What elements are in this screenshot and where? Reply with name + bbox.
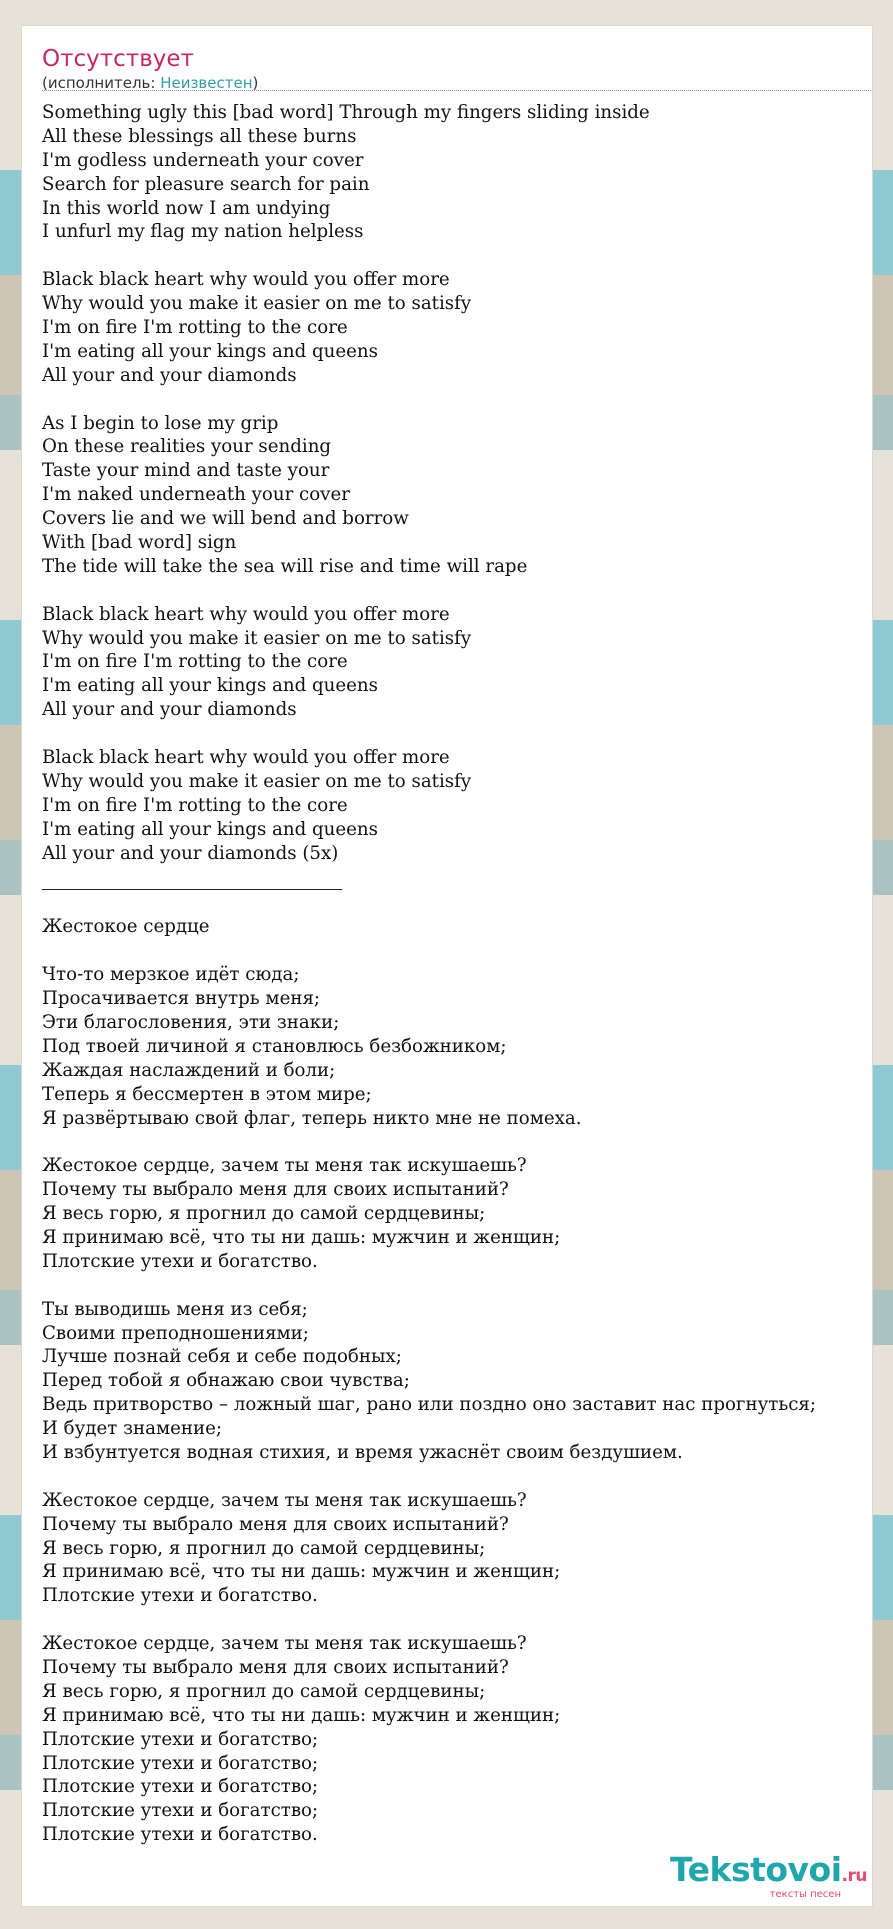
logo-tagline: тексты песен (769, 1889, 841, 1900)
lyric-line: Я принимаю всё, что ты ни дашь: мужчин и женщин; (42, 1226, 561, 1248)
lyric-line: Плотские утехи и богатство; (42, 1776, 319, 1798)
lyric-line: Жестокое сердце, зачем ты меня так искушаешь? (42, 1489, 527, 1511)
lyric-line: Плотские утехи и богатство; (42, 1752, 319, 1774)
lyric-line: Я весь горю, я прогнил до самой сердцевины; (42, 1680, 486, 1702)
artist-link[interactable]: Неизвестен (160, 74, 253, 92)
lyric-line: И будет знамение; (42, 1418, 223, 1440)
lyric-line: Жестокое сердце (42, 916, 210, 938)
lyric-line: I'm on fire I'm rotting to the core (42, 317, 348, 339)
artist-prefix: (исполнитель: (42, 74, 161, 92)
lyric-line: Плотские утехи и богатство; (42, 1728, 319, 1750)
lyric-line: Why would you make it easier on me to satisfy (42, 770, 472, 792)
title-divider (42, 90, 871, 91)
lyrics-card (21, 25, 873, 1907)
lyric-line: Why would you make it easier on me to satisfy (42, 627, 472, 649)
lyric-line: All these blessings all these burns (42, 125, 357, 147)
lyric-line: All your and your diamonds (42, 364, 297, 386)
lyric-line: Эти благословения, эти знаки; (42, 1011, 340, 1033)
lyric-line: I'm on fire I'm rotting to the core (42, 651, 348, 673)
lyric-line: Своими преподношениями; (42, 1322, 309, 1344)
lyric-line: Жестокое сердце, зачем ты меня так искушаешь? (42, 1633, 527, 1655)
lyric-line: Ведь притворство – ложный шаг, рано или поздно оно заставит нас прогнуться; (42, 1394, 817, 1416)
lyric-line: Теперь я бессмертен в этом мире; (42, 1083, 372, 1105)
lyric-line: Под твоей личиной я становлюсь безбожником; (42, 1035, 507, 1057)
lyrics-stanza (42, 101, 872, 244)
logo-tld: .ru (841, 1866, 867, 1886)
translation-separator (42, 889, 342, 890)
lyric-line: Жестокое сердце, зачем ты меня так искушаешь? (42, 1155, 527, 1177)
site-logo[interactable] (670, 1852, 867, 1900)
lyric-line: I'm eating all your kings and queens (42, 340, 378, 362)
lyrics-stanza (42, 915, 872, 939)
lyric-line: I'm eating all your kings and queens (42, 675, 378, 697)
lyric-line: Black black heart why would you offer more (42, 747, 450, 769)
lyric-line: Why would you make it easier on me to satisfy (42, 293, 472, 315)
lyrics-stanza (42, 746, 872, 865)
lyric-line: Просачивается внутрь меня; (42, 988, 321, 1010)
logo-brand: Tekstovoi (670, 1850, 842, 1889)
lyric-line: Я принимаю всё, что ты ни дашь: мужчин и женщин; (42, 1704, 561, 1726)
lyric-line: As I begin to lose my grip (42, 412, 279, 434)
lyric-line: I'm naked underneath your cover (42, 484, 350, 506)
lyric-line: Перед тобой я обнажаю свои чувства; (42, 1370, 410, 1392)
lyric-line: Something ugly this [bad word] Through my fingers sliding inside (42, 102, 650, 123)
lyrics-stanza (42, 603, 872, 722)
lyric-line: Covers lie and we will bend and borrow (42, 508, 409, 530)
lyric-line: Что-то мерзкое идёт сюда; (42, 964, 300, 986)
lyric-line: I'm eating all your kings and queens (42, 818, 378, 840)
lyric-line: Плотские утехи и богатство; (42, 1800, 319, 1822)
lyric-line: Я весь горю, я прогнил до самой сердцевины; (42, 1203, 486, 1225)
lyric-line: Почему ты выбрало меня для своих испытаний? (42, 1179, 509, 1201)
lyric-line: Black black heart why would you offer more (42, 603, 450, 625)
lyric-line: Лучше познай себя и себе подобных; (42, 1346, 402, 1368)
lyric-line: Search for pleasure search for pain (42, 173, 370, 195)
lyric-line: On these realities your sending (42, 436, 332, 458)
lyrics-stanza (42, 963, 872, 1130)
lyric-line: The tide will take the sea will rise and time will rape (42, 555, 528, 577)
lyrics-stanza (42, 1298, 872, 1465)
lyrics-stanza (42, 268, 872, 387)
lyrics-stanza (42, 1154, 872, 1273)
lyric-line: In this world now I am undying (42, 197, 331, 219)
lyrics-stanza (42, 1489, 872, 1608)
lyric-line: Плотские утехи и богатство. (42, 1824, 318, 1846)
lyric-line: With [bad word] sign (42, 532, 237, 554)
lyric-line: И взбунтуется водная стихия, и время ужаснёт своим бездушием. (42, 1441, 683, 1463)
lyric-line: Я принимаю всё, что ты ни дашь: мужчин и женщин; (42, 1561, 561, 1583)
lyric-line: Я развёртываю свой флаг, теперь никто мне не помеха. (42, 1107, 582, 1129)
lyric-line: Почему ты выбрало меня для своих испытаний? (42, 1513, 509, 1535)
lyric-line: All your and your diamonds (42, 699, 297, 721)
song-title: Отсутствует (42, 46, 194, 72)
lyric-line: Ты выводишь меня из себя; (42, 1298, 308, 1320)
lyric-line: Плотские утехи и богатство. (42, 1250, 318, 1272)
translation-lyrics (42, 915, 872, 1847)
original-lyrics (42, 101, 872, 866)
lyrics-stanza (42, 1632, 872, 1847)
lyric-line: Почему ты выбрало меня для своих испытаний? (42, 1657, 509, 1678)
lyric-line: Taste your mind and taste your (42, 460, 330, 482)
lyrics-body (42, 101, 872, 1871)
lyric-line: Black black heart why would you offer more (42, 269, 450, 291)
lyric-line: I'm godless underneath your cover (42, 149, 364, 171)
lyrics-stanza (42, 412, 872, 579)
lyric-line: Жаждая наслаждений и боли; (42, 1059, 336, 1081)
lyric-line: All your and your diamonds (5x) (42, 842, 339, 864)
lyric-line: I'm on fire I'm rotting to the core (42, 794, 348, 816)
lyric-line: Плотские утехи и богатство. (42, 1585, 318, 1607)
lyric-line: I unfurl my flag my nation helpless (42, 221, 364, 243)
artist-suffix: ) (252, 74, 259, 92)
lyric-line: Я весь горю, я прогнил до самой сердцевины; (42, 1537, 486, 1559)
